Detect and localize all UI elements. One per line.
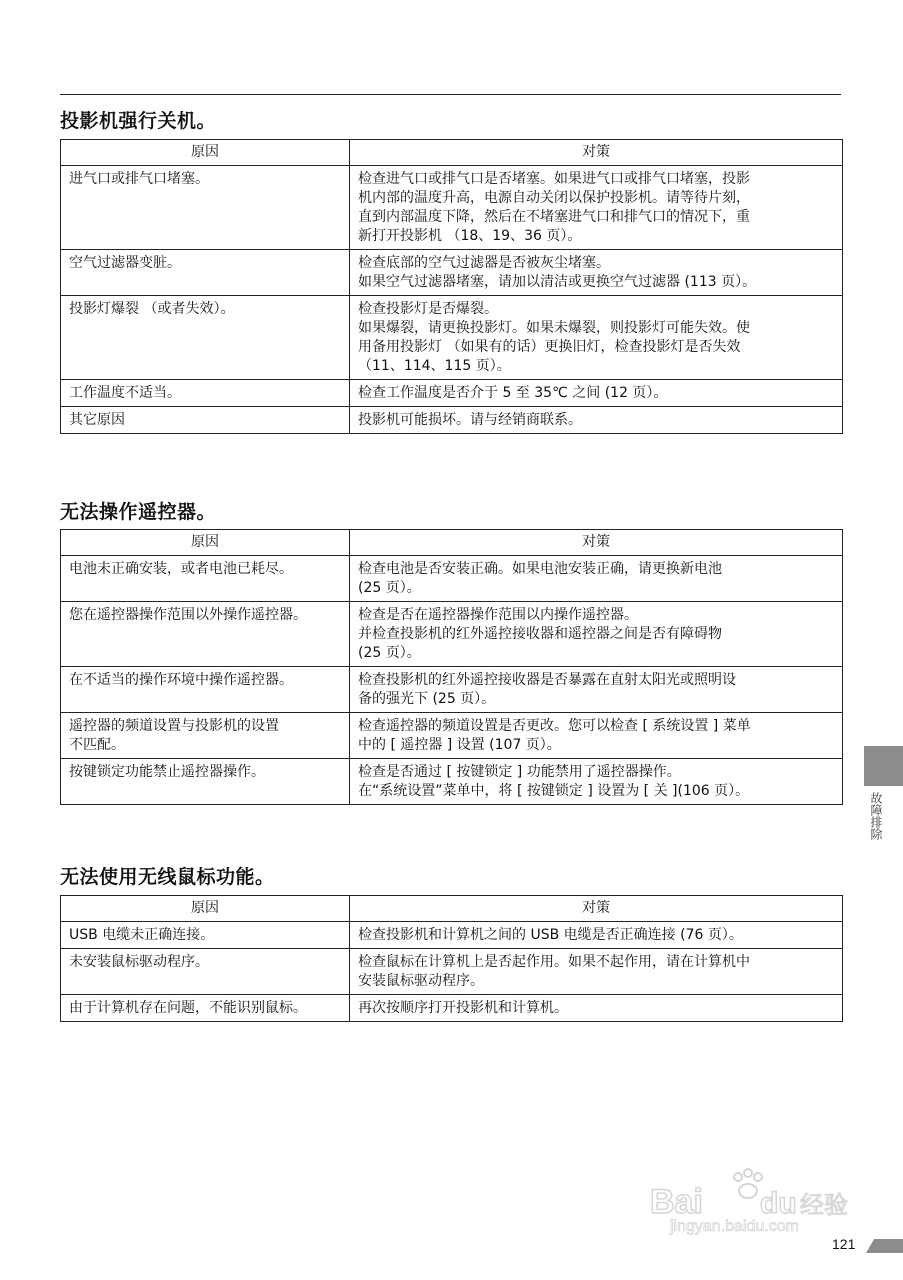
remedy-cell bbox=[350, 380, 843, 407]
cause-cell bbox=[61, 556, 350, 602]
remedy-cell bbox=[350, 713, 843, 759]
chapter-label: 故障排除 bbox=[869, 792, 883, 840]
table-row bbox=[61, 713, 843, 759]
remedy-cell bbox=[350, 556, 843, 602]
cause-text: 在不适当的操作环境中操作遥控器。 bbox=[69, 672, 293, 688]
table-row bbox=[61, 250, 843, 296]
cause-header: 原因 bbox=[61, 530, 350, 556]
cause-text: 按键锁定功能禁止遥控器操作。 bbox=[69, 764, 265, 780]
cause-text: 您在遥控器操作范围以外操作遥控器。 bbox=[69, 607, 307, 623]
remedy-cell bbox=[350, 602, 843, 667]
remedy-text: 检查是否通过 [ 按键锁定 ] 功能禁用了遥控器操作。 在“系统设置”菜单中，将 [ 按键锁定 ] 设置为 [ 关 ](106 页）。 bbox=[358, 764, 750, 799]
table-row bbox=[61, 407, 843, 434]
table-header-row bbox=[61, 896, 843, 922]
table-header-row bbox=[61, 530, 843, 556]
cause-text: 电池未正确安装，或者电池已耗尽。 bbox=[69, 561, 293, 577]
section-title-forced-shutdown: 投影机强行关机。 bbox=[60, 110, 217, 132]
page-corner-tab bbox=[866, 1239, 903, 1253]
remedy-cell bbox=[350, 166, 843, 250]
svg-text:jingyan.baidu.com: jingyan.baidu.com bbox=[670, 1218, 799, 1235]
table-row bbox=[61, 556, 843, 602]
cause-text: 由于计算机存在问题，不能识别鼠标。 bbox=[69, 1000, 307, 1016]
remedy-text: 检查投影机的红外遥控接收器是否暴露在直射太阳光或照明设 备的强光下 (25 页）。 bbox=[358, 672, 736, 707]
cause-header: 原因 bbox=[61, 140, 350, 166]
cause-text: USB 电缆未正确连接。 bbox=[69, 927, 215, 943]
table-row bbox=[61, 922, 843, 949]
cause-cell bbox=[61, 407, 350, 434]
forced-shutdown-table bbox=[60, 139, 843, 434]
remedy-text: 检查底部的空气过滤器是否被灰尘堵塞。 如果空气过滤器堵塞，请加以清洁或更换空气过滤器 (113 页）。 bbox=[358, 255, 757, 290]
table-row bbox=[61, 995, 843, 1022]
table-row bbox=[61, 166, 843, 250]
remote-control-table bbox=[60, 529, 843, 805]
table-row bbox=[61, 949, 843, 995]
cause-header: 原因 bbox=[61, 896, 350, 922]
remedy-text: 检查投影灯是否爆裂。 如果爆裂，请更换投影灯。如果未爆裂，则投影灯可能失效。使 用备用投影灯 （如果有的话）更换旧灯，检查投影灯是否失效 （11、114、115 页）。 bbox=[358, 301, 750, 374]
cause-cell bbox=[61, 380, 350, 407]
cause-text: 其它原因 bbox=[69, 412, 125, 428]
cause-cell bbox=[61, 602, 350, 667]
remedy-cell bbox=[350, 759, 843, 805]
remedy-text: 检查是否在遥控器操作范围以内操作遥控器。 并检查投影机的红外遥控接收器和遥控器之间是否有障碍物 (25 页）。 bbox=[358, 607, 722, 661]
cause-cell bbox=[61, 296, 350, 380]
cause-cell bbox=[61, 949, 350, 995]
cause-cell bbox=[61, 922, 350, 949]
remedy-text: 检查电池是否安装正确。如果电池安装正确，请更换新电池 (25 页）。 bbox=[358, 561, 722, 596]
remedy-text: 再次按顺序打开投影机和计算机。 bbox=[358, 1000, 568, 1016]
table-row bbox=[61, 296, 843, 380]
remedy-text: 检查工作温度是否介于 5 至 35℃ 之间 (12 页）。 bbox=[358, 385, 668, 401]
svg-text:Bai: Bai bbox=[650, 1183, 703, 1221]
remedy-cell bbox=[350, 250, 843, 296]
svg-text:经验: 经验 bbox=[800, 1191, 848, 1219]
chapter-tab bbox=[864, 746, 903, 786]
remedy-text: 检查投影机和计算机之间的 USB 电缆是否正确连接 (76 页）。 bbox=[358, 927, 743, 943]
wireless-mouse-table bbox=[60, 895, 843, 1022]
table-header-row bbox=[61, 140, 843, 166]
section-title-remote-control: 无法操作遥控器。 bbox=[60, 501, 217, 523]
remedy-text: 检查进气口或排气口是否堵塞。如果进气口或排气口堵塞，投影 机内部的温度升高，电源自动关闭以保护投影机。请等待片刻， 直到内部温度下降，然后在不堵塞进气口和排气口的情况下，重 新打开投影机 （18、19、36 页）。 bbox=[358, 171, 750, 244]
cause-text: 进气口或排气口堵塞。 bbox=[69, 171, 209, 187]
remedy-text: 投影机可能损坏。请与经销商联系。 bbox=[358, 412, 582, 428]
table-row bbox=[61, 380, 843, 407]
top-rule bbox=[60, 94, 841, 95]
remedy-cell bbox=[350, 995, 843, 1022]
remedy-cell bbox=[350, 922, 843, 949]
remedy-text: 检查鼠标在计算机上是否起作用。如果不起作用，请在计算机中 安装鼠标驱动程序。 bbox=[358, 954, 750, 989]
cause-text: 工作温度不适当。 bbox=[69, 385, 181, 401]
cause-text: 未安装鼠标驱动程序。 bbox=[69, 954, 209, 970]
table-row bbox=[61, 602, 843, 667]
cause-text: 空气过滤器变脏。 bbox=[69, 255, 181, 271]
baidu-watermark-logo bbox=[650, 1165, 850, 1235]
remedy-header: 对策 bbox=[350, 896, 843, 922]
remedy-cell bbox=[350, 407, 843, 434]
remedy-cell bbox=[350, 296, 843, 380]
cause-cell bbox=[61, 759, 350, 805]
section-title-wireless-mouse: 无法使用无线鼠标功能。 bbox=[60, 866, 275, 888]
remedy-header: 对策 bbox=[350, 140, 843, 166]
table-row bbox=[61, 759, 843, 805]
cause-cell bbox=[61, 250, 350, 296]
svg-text:du: du bbox=[760, 1187, 797, 1220]
remedy-cell bbox=[350, 949, 843, 995]
cause-text: 遥控器的频道设置与投影机的设置 不匹配。 bbox=[69, 718, 279, 753]
remedy-cell bbox=[350, 667, 843, 713]
cause-cell bbox=[61, 713, 350, 759]
cause-cell bbox=[61, 166, 350, 250]
cause-text: 投影灯爆裂 （或者失效）。 bbox=[69, 301, 235, 317]
remedy-header: 对策 bbox=[350, 530, 843, 556]
page-number: 121 bbox=[832, 1236, 856, 1252]
table-row bbox=[61, 667, 843, 713]
cause-cell bbox=[61, 995, 350, 1022]
remedy-text: 检查遥控器的频道设置是否更改。您可以检查 [ 系统设置 ] 菜单 中的 [ 遥控器 ] 设置 (107 页）。 bbox=[358, 718, 751, 753]
cause-cell bbox=[61, 667, 350, 713]
